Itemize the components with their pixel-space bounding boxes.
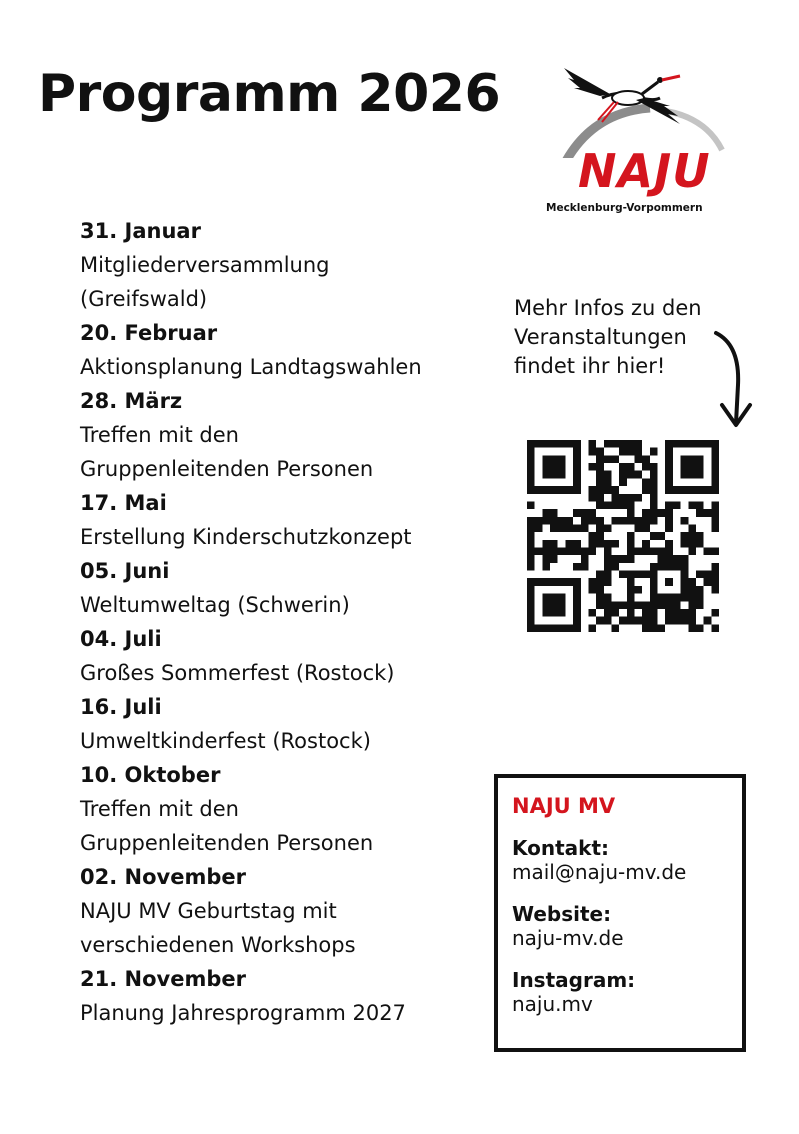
website-link[interactable]: naju-mv.de <box>512 926 624 950</box>
event-item <box>80 962 480 1030</box>
event-date: 10. Oktober <box>80 763 221 787</box>
contact-box <box>494 774 746 1052</box>
event-description: Aktionsplanung Landtagswahlen <box>80 355 422 379</box>
instagram-handle[interactable]: naju.mv <box>512 992 593 1016</box>
event-description: Großes Sommerfest (Rostock) <box>80 661 395 685</box>
event-item <box>80 554 480 622</box>
event-description: Gruppenleitenden Personen <box>80 831 374 855</box>
event-item <box>80 758 480 860</box>
event-item <box>80 214 480 316</box>
website-label: Website: <box>512 902 612 926</box>
event-date: 16. Juli <box>80 695 162 719</box>
event-item <box>80 690 480 758</box>
event-date: 04. Juli <box>80 627 162 651</box>
logo-wordmark: NAJU <box>578 144 711 198</box>
arrow-down-icon <box>700 325 760 435</box>
event-item <box>80 622 480 690</box>
info-line: Mehr Infos zu den <box>514 296 702 320</box>
event-description: NAJU MV Geburtstag mit <box>80 899 337 923</box>
event-date: 28. März <box>80 389 183 413</box>
event-item <box>80 316 480 384</box>
instagram-label: Instagram: <box>512 968 636 992</box>
event-date: 02. November <box>80 865 246 889</box>
event-date: 05. Juni <box>80 559 170 583</box>
event-description: Erstellung Kinderschutzkonzept <box>80 525 412 549</box>
event-description: verschiedenen Workshops <box>80 933 356 957</box>
naju-logo <box>540 58 740 218</box>
qr-code-icon[interactable] <box>527 440 719 632</box>
event-description: Treffen mit den <box>80 797 239 821</box>
event-description: Planung Jahresprogramm 2027 <box>80 1001 406 1025</box>
event-item <box>80 486 480 554</box>
page-title: Programm 2026 <box>38 64 501 124</box>
event-date: 31. Januar <box>80 219 201 243</box>
event-date: 20. Februar <box>80 321 218 345</box>
info-line: findet ihr hier! <box>514 354 666 378</box>
contact-label: Kontakt: <box>512 836 610 860</box>
logo-subtitle: Mecklenburg-Vorpommern <box>546 202 703 214</box>
event-date: 21. November <box>80 967 246 991</box>
event-date: 17. Mai <box>80 491 167 515</box>
event-list <box>80 214 480 1030</box>
info-line: Veranstaltungen <box>514 325 687 349</box>
stork-icon <box>540 58 740 158</box>
event-description: Gruppenleitenden Personen <box>80 457 374 481</box>
event-description: Umweltkinderfest (Rostock) <box>80 729 371 753</box>
event-description: Treffen mit den <box>80 423 239 447</box>
event-item <box>80 384 480 486</box>
event-item <box>80 860 480 962</box>
contact-email[interactable]: mail@naju-mv.de <box>512 860 687 884</box>
event-description: Weltumweltag (Schwerin) <box>80 593 350 617</box>
event-description: Mitgliederversammlung <box>80 253 330 277</box>
info-text <box>514 294 702 381</box>
event-description: (Greifswald) <box>80 287 208 311</box>
contact-org: NAJU MV <box>512 794 616 818</box>
